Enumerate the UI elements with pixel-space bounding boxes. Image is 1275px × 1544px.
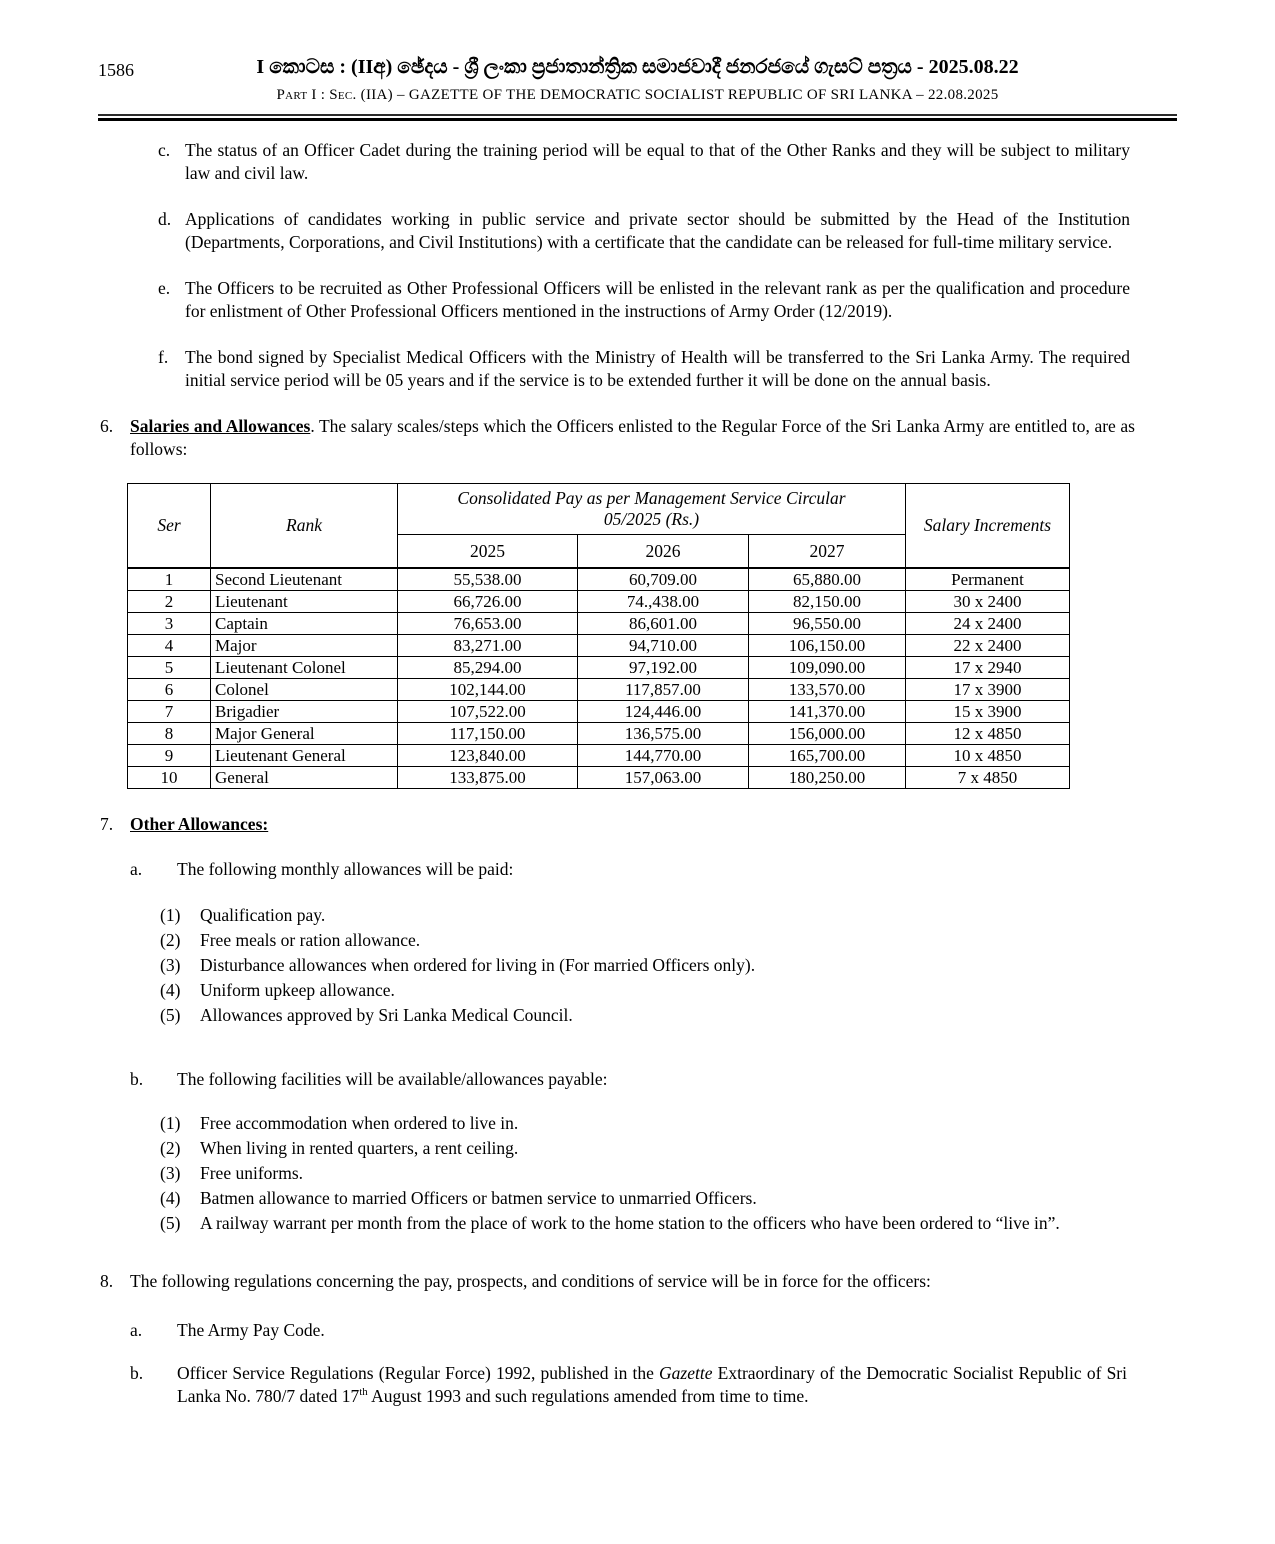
- cell-2027: 109,090.00: [749, 657, 906, 679]
- cell-2027: 65,880.00: [749, 568, 906, 591]
- list-item: [160, 978, 1128, 1003]
- col-header-2025: 2025: [398, 535, 578, 569]
- clause-c-text: The status of an Officer Cadet during the training period will be equal to that of the Other Ranks and they will be subject to military law and civil law.: [185, 140, 1130, 183]
- list-item-label: (5): [160, 1005, 181, 1025]
- cell-2025: 117,150.00: [398, 723, 578, 745]
- section-7b-list: [0, 1111, 1275, 1236]
- cell-2025: 102,144.00: [398, 679, 578, 701]
- section-7: [100, 813, 1135, 836]
- cell-2027: 180,250.00: [749, 767, 906, 789]
- col-header-rank: Rank: [211, 484, 398, 569]
- cell-ser: 5: [128, 657, 211, 679]
- clause-e: [158, 277, 1130, 323]
- section-8a: [130, 1319, 1127, 1342]
- cell-rank: Major General: [211, 723, 398, 745]
- cell-2025: 133,875.00: [398, 767, 578, 789]
- list-item-label: (2): [160, 1138, 181, 1158]
- cell-2025: 83,271.00: [398, 635, 578, 657]
- cell-2026: 144,770.00: [578, 745, 749, 767]
- cell-2027: 82,150.00: [749, 591, 906, 613]
- header-title-english: Part I : Sec. (IIA) – GAZETTE OF THE DEMOCRATIC SOCIALIST REPUBLIC OF SRI LANKA – 22.08.2025: [276, 87, 999, 103]
- cell-ser: 4: [128, 635, 211, 657]
- list-item-text: Uniform upkeep allowance.: [200, 980, 395, 1000]
- section-8: [100, 1270, 1135, 1293]
- section-8b: [130, 1362, 1127, 1408]
- clause-c: [158, 139, 1130, 185]
- cell-2025: 123,840.00: [398, 745, 578, 767]
- cell-rank: Lieutenant Colonel: [211, 657, 398, 679]
- clause-f-label: f.: [158, 347, 169, 367]
- section-7b-label: b.: [130, 1069, 144, 1089]
- list-item: [160, 1111, 1128, 1136]
- cell-ser: 6: [128, 679, 211, 701]
- cell-2025: 66,726.00: [398, 591, 578, 613]
- list-item-text: Qualification pay.: [200, 905, 326, 925]
- cell-ser: 7: [128, 701, 211, 723]
- col-header-salary-increments: Salary Increments: [906, 484, 1070, 569]
- section-8a-text: The Army Pay Code.: [177, 1320, 325, 1340]
- section-7-title: Other Allowances:: [130, 814, 269, 834]
- table-row: [128, 679, 1070, 701]
- section-6: [100, 415, 1135, 461]
- cell-2025: 55,538.00: [398, 568, 578, 591]
- cell-ser: 8: [128, 723, 211, 745]
- list-item: [160, 953, 1128, 978]
- list-item-text: A railway warrant per month from the place of work to the home station to the officers who have been ordered to “live in”.: [200, 1213, 1060, 1233]
- cell-2026: 74.,438.00: [578, 591, 749, 613]
- cell-2026: 157,063.00: [578, 767, 749, 789]
- list-item-label: (2): [160, 930, 181, 950]
- section-7b-intro: The following facilities will be available/allowances payable:: [177, 1069, 608, 1089]
- cell-2026: 136,575.00: [578, 723, 749, 745]
- cell-rank: General: [211, 767, 398, 789]
- section-8b-label: b.: [130, 1363, 144, 1383]
- section-8b-text: [177, 1362, 1127, 1408]
- cell-2025: 107,522.00: [398, 701, 578, 723]
- salary-table-wrapper: [127, 483, 1275, 789]
- cell-2027: 165,700.00: [749, 745, 906, 767]
- header-rule: [98, 114, 1177, 121]
- list-item-label: (1): [160, 905, 181, 925]
- table-row: [128, 635, 1070, 657]
- header-title-sinhala: I කොටස : (IIඅ) ඡේදය - ශ්‍රී ලංකා ප්‍රජාතාන්ත්‍රික සමාජවාදී ජනරජයේ ගැසට් පත්‍රය - 2025.08.22: [256, 56, 1019, 78]
- consolidated-pay-line2: 05/2025 (Rs.): [603, 509, 700, 529]
- cell-increments: 15 x 3900: [906, 701, 1070, 723]
- salary-table: [127, 483, 1070, 789]
- cell-2025: 76,653.00: [398, 613, 578, 635]
- cell-increments: 17 x 2940: [906, 657, 1070, 679]
- cell-2026: 117,857.00: [578, 679, 749, 701]
- cell-2026: 86,601.00: [578, 613, 749, 635]
- list-item-text: Batmen allowance to married Officers or batmen service to unmarried Officers.: [200, 1188, 757, 1208]
- cell-ser: 10: [128, 767, 211, 789]
- list-item-text: Allowances approved by Sri Lanka Medical Council.: [200, 1005, 573, 1025]
- section-6-title: Salaries and Allowances: [130, 416, 311, 436]
- list-item-label: (4): [160, 980, 181, 1000]
- cell-increments: 22 x 2400: [906, 635, 1070, 657]
- table-row: [128, 767, 1070, 789]
- list-item-label: (3): [160, 955, 181, 975]
- list-item-label: (1): [160, 1113, 181, 1133]
- clause-e-text: The Officers to be recruited as Other Professional Officers will be enlisted in the relevant rank as per the qualification and procedure for enlistment of Other Professional Officers mentioned in the instructions of Army Order (12/2019).: [185, 278, 1130, 321]
- section-8a-label: a.: [130, 1320, 143, 1340]
- section-7-number: 7.: [100, 814, 114, 834]
- consolidated-pay-line1: Consolidated Pay as per Management Service Circular: [457, 488, 846, 508]
- cell-2027: 133,570.00: [749, 679, 906, 701]
- section-8-text: The following regulations concerning the pay, prospects, and conditions of service will be in force for the officers:: [130, 1271, 931, 1291]
- section-7-heading: [130, 813, 1135, 836]
- list-item: [160, 928, 1128, 953]
- table-row: [128, 591, 1070, 613]
- cell-increments: Permanent: [906, 568, 1070, 591]
- table-row: [128, 568, 1070, 591]
- list-item: [160, 1211, 1128, 1236]
- cell-2027: 156,000.00: [749, 723, 906, 745]
- clause-d-label: d.: [158, 209, 172, 229]
- cell-increments: 30 x 2400: [906, 591, 1070, 613]
- cell-increments: 12 x 4850: [906, 723, 1070, 745]
- page-number: 1586: [98, 60, 134, 80]
- clause-d: [158, 208, 1130, 254]
- cell-rank: Colonel: [211, 679, 398, 701]
- clause-d-text: Applications of candidates working in public service and private sector should be submitted by the Head of the Institution (Departments, Corporations, and Civil Institutions) with a certificate that the candidate can be released for full-time military service.: [185, 209, 1130, 252]
- section-8b-gazette-italic: Gazette: [659, 1363, 713, 1383]
- list-item-label: (3): [160, 1163, 181, 1183]
- section-8b-part1: Officer Service Regulations (Regular Force) 1992, published in the: [177, 1363, 660, 1383]
- table-row: [128, 701, 1070, 723]
- cell-2027: 96,550.00: [749, 613, 906, 635]
- table-row: [128, 745, 1070, 767]
- cell-2027: 141,370.00: [749, 701, 906, 723]
- list-item: [160, 1003, 1128, 1028]
- section-7a-list: [0, 903, 1275, 1028]
- list-item-label: (4): [160, 1188, 181, 1208]
- table-header-row-1: [128, 484, 1070, 535]
- cell-rank: Major: [211, 635, 398, 657]
- section-7b: [130, 1068, 1127, 1091]
- cell-increments: 17 x 3900: [906, 679, 1070, 701]
- col-header-ser: Ser: [128, 484, 211, 569]
- section-8b-part2: Extraordinary of the Democratic Socialist Republic of Sri Lanka No. 780/7 dated 17: [177, 1363, 1127, 1406]
- section-6-number: 6.: [100, 416, 114, 436]
- list-item-text: Free uniforms.: [200, 1163, 304, 1183]
- table-row: [128, 723, 1070, 745]
- list-item: [160, 903, 1128, 928]
- section-7a-label: a.: [130, 859, 143, 879]
- cell-increments: 24 x 2400: [906, 613, 1070, 635]
- list-item-label: (5): [160, 1213, 181, 1233]
- cell-increments: 7 x 4850: [906, 767, 1070, 789]
- list-item: [160, 1136, 1128, 1161]
- col-header-2027: 2027: [749, 535, 906, 569]
- cell-2026: 97,192.00: [578, 657, 749, 679]
- cell-2026: 124,446.00: [578, 701, 749, 723]
- section-8-number: 8.: [100, 1271, 114, 1291]
- table-row: [128, 657, 1070, 679]
- cell-rank: Brigadier: [211, 701, 398, 723]
- clause-f-text: The bond signed by Specialist Medical Officers with the Ministry of Health will be transferred to the Sri Lanka Army. The required initial service period will be 05 years and if the service is to be extended further it will be done on the annual basis.: [185, 347, 1130, 390]
- cell-2026: 60,709.00: [578, 568, 749, 591]
- list-item-text: Free accommodation when ordered to live in.: [200, 1113, 519, 1133]
- cell-ser: 2: [128, 591, 211, 613]
- list-item-text: Disturbance allowances when ordered for living in (For married Officers only).: [200, 955, 756, 975]
- col-header-consolidated-pay: [398, 484, 906, 535]
- cell-rank: Lieutenant General: [211, 745, 398, 767]
- cell-rank: Captain: [211, 613, 398, 635]
- cell-2027: 106,150.00: [749, 635, 906, 657]
- cell-rank: Lieutenant: [211, 591, 398, 613]
- list-item: [160, 1161, 1128, 1186]
- section-8b-part3: August 1993 and such regulations amended from time to time.: [367, 1386, 809, 1406]
- section-7a-intro: The following monthly allowances will be paid:: [177, 859, 514, 879]
- cell-2026: 94,710.00: [578, 635, 749, 657]
- cell-rank: Second Lieutenant: [211, 568, 398, 591]
- list-item-text: Free meals or ration allowance.: [200, 930, 421, 950]
- cell-2025: 85,294.00: [398, 657, 578, 679]
- cell-ser: 1: [128, 568, 211, 591]
- section-6-text: . The salary scales/steps which the Officers enlisted to the Regular Force of the Sri Lanka Army are entitled to, are as follows:: [130, 416, 1135, 459]
- col-header-2026: 2026: [578, 535, 749, 569]
- clause-c-label: c.: [158, 140, 171, 160]
- table-row: [128, 613, 1070, 635]
- list-item: [160, 1186, 1128, 1211]
- cell-ser: 3: [128, 613, 211, 635]
- cell-increments: 10 x 4850: [906, 745, 1070, 767]
- clause-f: [158, 346, 1130, 392]
- section-8b-superscript: th: [359, 1386, 368, 1399]
- section-6-paragraph: [130, 415, 1135, 461]
- list-item-text: When living in rented quarters, a rent ceiling.: [200, 1138, 519, 1158]
- clause-e-label: e.: [158, 278, 171, 298]
- cell-ser: 9: [128, 745, 211, 767]
- section-7a: [130, 858, 1127, 881]
